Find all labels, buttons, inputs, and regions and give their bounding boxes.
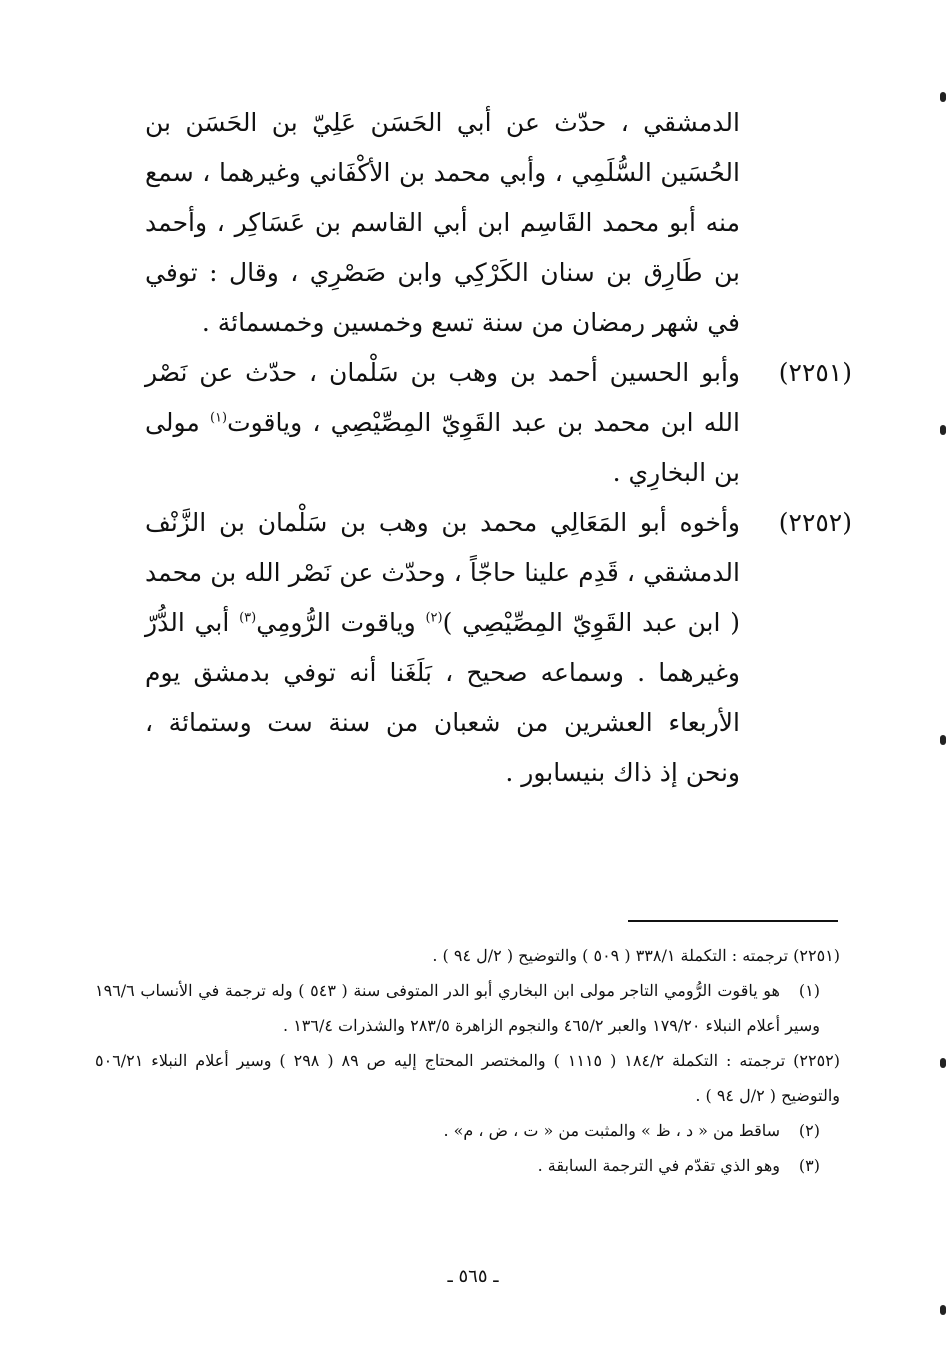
main-text-block bbox=[145, 98, 852, 798]
footnote-reference: (٣) bbox=[239, 610, 257, 626]
footnote-1 bbox=[95, 973, 840, 1043]
entry-text-part: وياقوت الرُّومِي bbox=[256, 608, 426, 637]
intro-paragraph: الدمشقي ، حدّث عن أبي الحَسَن عَلِيّ بن الحَسَن بن الحُسَين السُّلَمِي ، وأبي محمد بن الأكْفَاني وغيرهما ، سمع منه أبو محمد القَاسِم ابن أبي القاسم بن عَسَاكِر ، وأحمد بن طَارِق بن سنان الكَرْكِي وابن صَصْرِي ، وقال : توفي في شهر رمضان من سنة تسع وخمسين وخمسمائة . bbox=[145, 108, 740, 337]
footnote-2251: (٢٢٥١) ترجمته : التكملة ٣٣٨/١ ( ٥٠٩ ) والتوضيح ( ٢/ل ٩٤ ) . bbox=[432, 946, 840, 965]
entry-text bbox=[145, 498, 740, 798]
page-number: ـ ٥٦٥ ـ bbox=[447, 1266, 499, 1287]
footnote-text: ساقط من « د ، ظ » والمثبت من « ت ، ض ، م» . bbox=[443, 1121, 780, 1140]
footnote-separator bbox=[628, 920, 838, 922]
scan-edge-mark bbox=[940, 1305, 946, 1315]
scan-edge-mark bbox=[940, 425, 946, 435]
entry-2252 bbox=[145, 498, 852, 798]
entry-2251 bbox=[145, 348, 852, 498]
footnotes-block bbox=[95, 938, 840, 1183]
entry-number: (٢٢٥٢) bbox=[778, 508, 852, 537]
footnote-text: وهو الذي تقدّم في الترجمة السابقة . bbox=[537, 1156, 780, 1175]
footnote-3 bbox=[95, 1148, 840, 1183]
entry-text-part: وأبو الحسين أحمد بن وهب بن سَلْمان ، حدّث عن نَصْر الله ابن محمد بن عبد القَوِيّ المِصِّيْصِي ، وياقوت bbox=[145, 358, 740, 437]
scan-edge-mark bbox=[940, 1058, 946, 1068]
footnote-2252: (٢٢٥٢) ترجمته : التكملة ١٨٤/٢ ( ١١١٥ ) والمختصر المحتاج إليه ص ٨٩ ( ٢٩٨ ) وسير أعلام النبلاء ٥٠٦/٢١ والتوضيح ( ٢/ل ٩٤ ) . bbox=[95, 1051, 841, 1105]
footnote-label: (١) bbox=[798, 981, 820, 1000]
entry-text-part: وأخوه أبو المَعَالِي محمد بن وهب بن سَلْمان بن الزَّنْف الدمشقي ، قَدِم علينا حاجّاً ، وحدّث عن نَصْر الله بن محمد ( ابن عبد القَوِيّ المِصِّيْصِي ) bbox=[145, 508, 740, 637]
scan-edge-mark bbox=[940, 735, 946, 745]
footnote-text: هو ياقوت الرُّومي التاجر مولى ابن البخاري أبو الدر المتوفى سنة ( ٥٤٣ ) وله ترجمة في الأنساب ١٩٦/٦ وسير أعلام النبلاء ١٧٩/٢٠ والعبر ٤٦٥/٢ والنجوم الزاهرة ٢٨٣/٥ والشذرات ١٣٦/٤ . bbox=[95, 981, 820, 1035]
entry-text-part: مولى بن البخارِي . bbox=[145, 408, 740, 487]
footnote-reference: (١) bbox=[209, 410, 228, 426]
footnote-label: (٣) bbox=[798, 1156, 820, 1175]
footnote-label: (٢) bbox=[798, 1121, 820, 1140]
entry-number: (٢٢٥١) bbox=[778, 358, 852, 387]
entry-text-part: أبي الدُّرّ وغيرهما . وسماعه صحيح ، بَلَغَنا أنه توفي بدمشق يوم الأربعاء العشرين من شعبان من سنة ست وستمائة ، ونحن إذ ذاك بنيسابور . bbox=[145, 608, 740, 787]
footnote-reference: (٢) bbox=[425, 610, 443, 626]
footnote-2 bbox=[95, 1113, 840, 1148]
entry-text bbox=[145, 348, 740, 498]
scan-edge-mark bbox=[940, 92, 946, 102]
